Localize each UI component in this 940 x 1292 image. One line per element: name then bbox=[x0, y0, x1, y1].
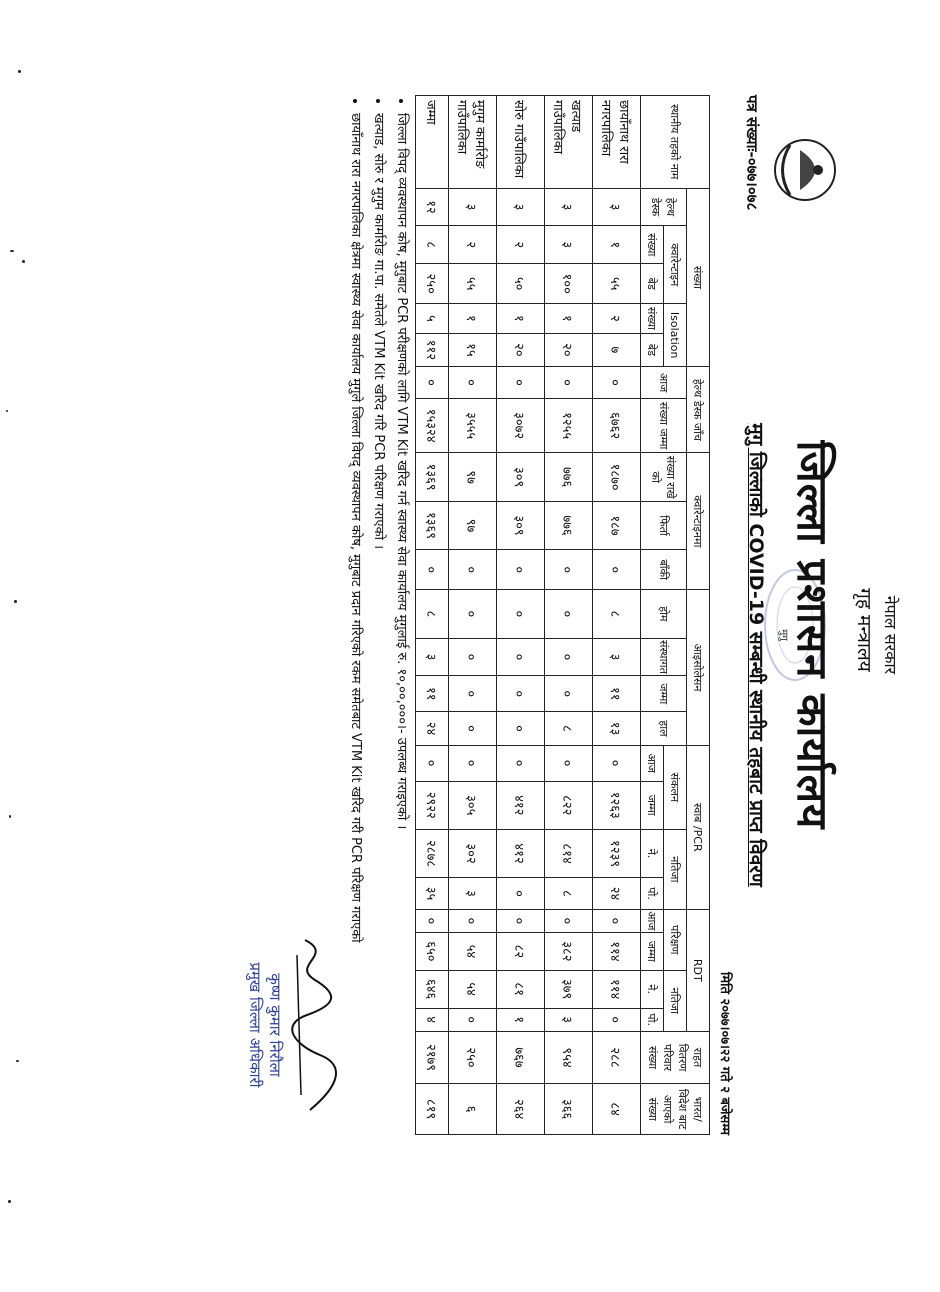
row-local-unit-name: मुगुम कार्मारोङ गाउँपालिका bbox=[449, 96, 497, 189]
table-row bbox=[497, 96, 545, 1135]
page-title: मुगु जिल्लाको COVID-19 सम्बन्धी स्थानीय तहबाट प्राप्त विवरण bbox=[745, 423, 767, 887]
table-cell: ७ bbox=[593, 333, 641, 367]
table-cell: ० bbox=[545, 367, 593, 399]
table-cell: ३ bbox=[497, 188, 545, 226]
header-test: परिक्षण bbox=[664, 909, 687, 970]
row-local-unit-name: खत्याड गाउँपालिका bbox=[545, 96, 593, 189]
table-row bbox=[545, 96, 593, 1135]
table-cell: ० bbox=[497, 638, 545, 676]
header-rdt: RDT bbox=[687, 909, 710, 1031]
table-cell: १ bbox=[497, 304, 545, 333]
table-cell: ० bbox=[449, 1008, 497, 1031]
table-cell: २ bbox=[497, 226, 545, 264]
table-cell: ० bbox=[449, 909, 497, 932]
table-cell: ० bbox=[449, 590, 497, 638]
signature-block bbox=[245, 925, 345, 1125]
header-current: हाल bbox=[641, 712, 687, 746]
table-cell: १८७० bbox=[593, 453, 641, 501]
handwritten-signature bbox=[285, 935, 345, 1115]
table-cell: ७६७ bbox=[497, 1031, 545, 1084]
table-cell: ० bbox=[497, 745, 545, 781]
table-cell: ३५५५ bbox=[449, 398, 497, 453]
table-cell: ११४ bbox=[593, 932, 641, 970]
header-health-desk-check: हेल्थ डेस्क जाँच bbox=[687, 367, 710, 453]
header-result2: नतिजा bbox=[664, 970, 687, 1031]
table-row bbox=[449, 96, 497, 1135]
note-item: • छायाँनाथ रारा नगरपालिका क्षेत्रमा स्वास्थ्य सेवा कार्यालय मुगुले जिल्ला विपद् व्यवस्थापन कोष, मुगुबाट प्रदान गरिएको रकम समेतबाट VTM Kit खरिद गरी PCR परिक्षण गराएको bbox=[348, 113, 366, 1135]
table-cell: ० bbox=[593, 1008, 641, 1031]
header-today2: आज bbox=[641, 745, 664, 781]
table-cell: ३०२ bbox=[449, 829, 497, 877]
table-cell: १ bbox=[593, 226, 641, 264]
table-cell: २८७८ bbox=[416, 829, 449, 877]
report-date: मिति २०७७।०७।२२ गते २ बजेसम्म bbox=[717, 972, 732, 1135]
table-cell: २६४ bbox=[497, 1084, 545, 1135]
header-total2: जम्मा bbox=[641, 781, 664, 829]
table-cell: ८ bbox=[593, 590, 641, 638]
table-cell: ० bbox=[497, 590, 545, 638]
ministry-name: गृह मन्त्रालय bbox=[853, 588, 875, 672]
table-cell: ३०५ bbox=[449, 781, 497, 829]
table-cell: ४१२ bbox=[497, 781, 545, 829]
table-cell: १ bbox=[449, 304, 497, 333]
header-neg2: ने. bbox=[641, 970, 664, 1008]
table-cell: ० bbox=[545, 745, 593, 781]
place-name: मुगु bbox=[778, 629, 789, 641]
table-row bbox=[593, 96, 641, 1135]
header-remaining: बाँकी bbox=[641, 550, 687, 590]
table-cell: ११ bbox=[593, 676, 641, 712]
table-cell: २० bbox=[545, 333, 593, 367]
table-cell: २४ bbox=[593, 878, 641, 910]
table-cell: ८ bbox=[545, 878, 593, 910]
header-today: आज bbox=[641, 367, 687, 399]
table-cell: २८८ bbox=[593, 1031, 641, 1084]
table-cell: २१७९ bbox=[416, 1031, 449, 1084]
table-cell: ३ bbox=[545, 226, 593, 264]
note-item: • खत्याड, सोरु र मुगुम कार्मारोङ गा.पा. समेतले VTM Kit खरिद गरि PCR परिक्षण गराएको । bbox=[371, 113, 389, 1135]
header-today3: आज bbox=[641, 909, 664, 932]
table-cell: ० bbox=[497, 909, 545, 932]
row-local-unit-name: छायाँनाथ रारा नगरपालिका bbox=[593, 96, 641, 189]
table-cell: ५० bbox=[497, 264, 545, 304]
office-name: जिल्ला प्रशासन कार्यालय bbox=[788, 440, 837, 830]
header-home: होम bbox=[641, 590, 687, 638]
header-count: संख्या bbox=[687, 188, 710, 367]
table-cell: ० bbox=[416, 745, 449, 781]
header-neg: ने. bbox=[641, 829, 664, 877]
table-cell: ० bbox=[416, 550, 449, 590]
header-result: नतिजा bbox=[664, 829, 687, 909]
table-cell: ३ bbox=[416, 638, 449, 676]
table-cell: १०० bbox=[545, 264, 593, 304]
table-cell: १२ bbox=[416, 188, 449, 226]
header-local-unit: स्थानीय तहको नाम bbox=[641, 96, 710, 189]
table-cell: ४१२ bbox=[497, 829, 545, 877]
notes-section bbox=[343, 95, 412, 1135]
table-cell: ० bbox=[497, 550, 545, 590]
covid-data-table bbox=[415, 95, 710, 1135]
table-cell: ८१४ bbox=[545, 829, 593, 877]
table-cell: ० bbox=[497, 712, 545, 746]
row-local-unit-name: सोरु गाउँपालिका bbox=[497, 96, 545, 189]
header-pos: पो. bbox=[641, 878, 664, 910]
header-pos2: पो. bbox=[641, 1008, 664, 1031]
table-cell: २ bbox=[449, 226, 497, 264]
table-cell: ८ bbox=[416, 590, 449, 638]
header-relief: राहत वितरण परिवार संख्या bbox=[641, 1031, 710, 1084]
table-cell: १३ bbox=[593, 712, 641, 746]
table-cell: ० bbox=[449, 712, 497, 746]
table-cell: ६७६२ bbox=[593, 398, 641, 453]
table-cell: ८२२ bbox=[545, 781, 593, 829]
table-cell: ० bbox=[449, 550, 497, 590]
table-cell: १३६९ bbox=[416, 453, 449, 501]
table-cell: ० bbox=[593, 909, 641, 932]
table-cell: ९५४ bbox=[545, 1031, 593, 1084]
table-cell: १५ bbox=[449, 333, 497, 367]
table-cell: ६४६ bbox=[416, 970, 449, 1008]
table-cell: ० bbox=[449, 676, 497, 712]
table-cell: ० bbox=[497, 676, 545, 712]
table-cell: १२६३ bbox=[593, 781, 641, 829]
table-cell: ५४ bbox=[449, 932, 497, 970]
letter-number: पत्र संख्याः-०७७।०७८ bbox=[743, 95, 761, 211]
table-cell: ३ bbox=[593, 188, 641, 226]
table-cell: ० bbox=[593, 367, 641, 399]
table-cell: ० bbox=[545, 638, 593, 676]
government-name: नेपाल सरकार bbox=[881, 595, 900, 675]
header-institutional: संस्थागत bbox=[641, 638, 687, 676]
table-cell: १ bbox=[545, 304, 593, 333]
header-number2: संख्या bbox=[641, 304, 664, 333]
table-row bbox=[416, 96, 449, 1135]
header-total-count: संख्या जम्मा bbox=[641, 398, 687, 453]
table-cell: ८ bbox=[416, 226, 449, 264]
header-collection: संकलन bbox=[664, 745, 687, 829]
table-cell: ० bbox=[449, 367, 497, 399]
table-cell: २५० bbox=[416, 264, 449, 304]
table-cell: ५५ bbox=[593, 264, 641, 304]
table-cell: २० bbox=[497, 333, 545, 367]
header-quarantine-sub: क्वारेन्टाइन bbox=[664, 226, 687, 304]
table-cell: २४ bbox=[416, 712, 449, 746]
signatory-name: कृष्ण कुमार निरौला bbox=[266, 973, 284, 1077]
table-cell: ५ bbox=[416, 304, 449, 333]
table-cell: ४ bbox=[416, 1008, 449, 1031]
header-health-desk: हेल्थ डेस्क bbox=[641, 188, 687, 226]
table-cell: ० bbox=[449, 638, 497, 676]
table-cell: ११४ bbox=[593, 970, 641, 1008]
header-returned: फिर्ता bbox=[641, 501, 687, 549]
table-cell: २९२२ bbox=[416, 781, 449, 829]
header-isolation-sub: Isolation bbox=[664, 304, 687, 367]
header-bed: बेड bbox=[641, 264, 664, 304]
table-cell: ३६६ bbox=[545, 1084, 593, 1135]
table-cell: ० bbox=[593, 745, 641, 781]
table-cell: ३५ bbox=[416, 878, 449, 910]
table-cell: ० bbox=[545, 676, 593, 712]
table-cell: ८१ bbox=[497, 970, 545, 1008]
header-abroad: भारत/ विदेश बाट आएको संख्या bbox=[641, 1084, 710, 1135]
table-cell: १३६९ bbox=[416, 501, 449, 549]
row-local-unit-name: जम्मा bbox=[416, 96, 449, 189]
table-cell: ७७६ bbox=[545, 453, 593, 501]
table-cell: ० bbox=[449, 745, 497, 781]
header-quarantine: क्वारेन्टाइनमा bbox=[687, 453, 710, 590]
table-cell: ९७ bbox=[449, 501, 497, 549]
document-page bbox=[100, 95, 940, 1135]
table-cell: ५५ bbox=[449, 264, 497, 304]
signatory-title: प्रमुख जिल्ला अधिकारी bbox=[246, 962, 264, 1088]
table-cell: ० bbox=[497, 878, 545, 910]
header-isolation: आइसोलेसन bbox=[687, 590, 710, 746]
table-cell: ० bbox=[545, 550, 593, 590]
table-cell: ३ bbox=[545, 188, 593, 226]
table-cell: ० bbox=[545, 590, 593, 638]
header-swab-pcr: स्वाब /PCR bbox=[687, 745, 710, 909]
table-cell: ३८२ bbox=[545, 932, 593, 970]
note-item: • जिल्ला विपद् व्यवस्थापन कोष, मुगुबाट PCR परीक्षणको लागि VTM Kit खरिद गर्न स्वास्थ्य सेवा कार्यालय मुगुलाई रु. १०,००,०००।- उपलब्ध गराइएको । bbox=[394, 113, 412, 1135]
table-cell: ६५० bbox=[416, 932, 449, 970]
table-cell: ० bbox=[593, 550, 641, 590]
table-cell: ८४ bbox=[593, 1084, 641, 1135]
table-cell: १८७ bbox=[593, 501, 641, 549]
table-cell: ११ bbox=[416, 676, 449, 712]
table-cell: ७७६ bbox=[545, 501, 593, 549]
table-cell: ० bbox=[416, 367, 449, 399]
nepal-emblem-icon bbox=[770, 135, 840, 205]
table-cell: १२३९ bbox=[593, 829, 641, 877]
table-cell: ५४ bbox=[449, 970, 497, 1008]
table-cell: ८ bbox=[545, 712, 593, 746]
table-cell: ० bbox=[416, 909, 449, 932]
header-number-kept: संख्या राखे को bbox=[641, 453, 687, 501]
table-cell: ० bbox=[497, 367, 545, 399]
table-cell: ९७ bbox=[449, 453, 497, 501]
table-cell: ३ bbox=[449, 878, 497, 910]
table-cell: ३०९ bbox=[497, 453, 545, 501]
table-cell: ३७९ bbox=[545, 970, 593, 1008]
table-cell: १५३२४ bbox=[416, 398, 449, 453]
header-total-iso: जम्मा bbox=[641, 676, 687, 712]
table-cell: १ bbox=[497, 1008, 545, 1031]
table-cell: ११२ bbox=[416, 333, 449, 367]
header-total3: जम्मा bbox=[641, 932, 664, 970]
table-cell: ३०९ bbox=[497, 501, 545, 549]
header-number: संख्या bbox=[641, 226, 664, 264]
table-cell: २ bbox=[593, 304, 641, 333]
table-cell: २५० bbox=[449, 1031, 497, 1084]
table-cell: ३०७२ bbox=[497, 398, 545, 453]
table-cell: ३ bbox=[545, 1008, 593, 1031]
table-cell: ८२ bbox=[497, 932, 545, 970]
table-cell: ६ bbox=[449, 1084, 497, 1135]
table-cell: ३ bbox=[593, 638, 641, 676]
header-bed2: बेड bbox=[641, 333, 664, 367]
table-cell: ३ bbox=[449, 188, 497, 226]
table-cell: ० bbox=[545, 909, 593, 932]
table-cell: १२५५ bbox=[545, 398, 593, 453]
table-cell: ८१९ bbox=[416, 1084, 449, 1135]
